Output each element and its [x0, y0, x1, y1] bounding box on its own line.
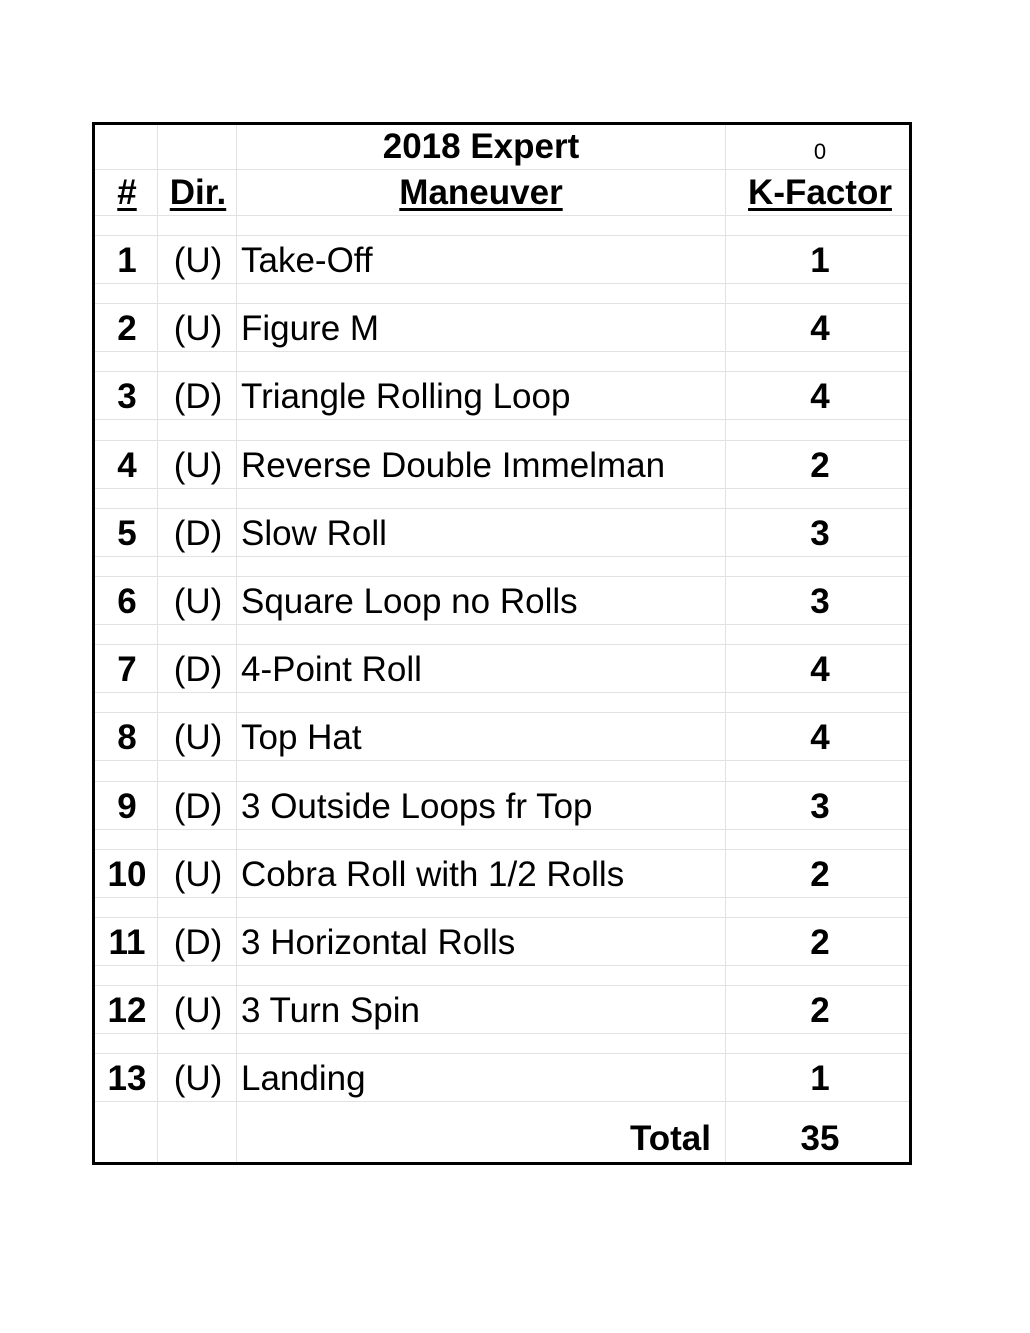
row-direction: (U) — [173, 854, 223, 894]
row-kfactor: 4 — [810, 718, 830, 758]
row-maneuver: 3 Horizontal Rolls — [241, 923, 516, 962]
row-direction: (D) — [173, 377, 223, 417]
row-direction: (U) — [173, 241, 223, 280]
row-number: 3 — [117, 377, 137, 417]
row-number: 7 — [117, 650, 137, 690]
row-maneuver: Slow Roll — [241, 513, 387, 553]
row-number: 2 — [117, 309, 137, 349]
column-header-direction: Dir. — [169, 173, 227, 212]
row-kfactor: 2 — [810, 445, 830, 485]
row-number: 5 — [117, 513, 137, 553]
row-maneuver: Landing — [241, 1059, 366, 1099]
row-maneuver: Square Loop no Rolls — [241, 582, 578, 621]
table-title: 2018 Expert — [382, 127, 580, 166]
table-row — [95, 773, 909, 841]
table-row — [95, 500, 909, 568]
table-row — [95, 841, 909, 909]
total-label: Total — [629, 1119, 711, 1158]
row-maneuver: 3 Outside Loops fr Top — [241, 786, 593, 826]
table-row — [95, 295, 909, 363]
row-direction: (D) — [173, 513, 223, 553]
maneuver-table — [92, 122, 912, 1165]
row-maneuver: Top Hat — [241, 718, 362, 758]
table-row — [95, 568, 909, 636]
table-row — [95, 227, 909, 295]
row-direction: (U) — [173, 582, 223, 621]
row-direction: (D) — [173, 923, 223, 962]
row-maneuver: 4-Point Roll — [241, 650, 422, 690]
row-kfactor: 4 — [810, 309, 830, 349]
row-number: 13 — [107, 1059, 147, 1099]
column-header-maneuver: Maneuver — [399, 173, 563, 212]
row-kfactor: 4 — [810, 377, 830, 417]
row-direction: (U) — [173, 445, 223, 485]
table-row — [95, 909, 909, 977]
row-kfactor: 3 — [810, 786, 830, 826]
table-row — [95, 977, 909, 1045]
row-number: 12 — [107, 991, 147, 1031]
row-direction: (U) — [173, 991, 223, 1031]
row-maneuver: Figure M — [241, 309, 380, 349]
table-row — [95, 636, 909, 704]
row-number: 1 — [117, 241, 137, 280]
table-row — [95, 704, 909, 772]
row-direction: (U) — [173, 309, 223, 349]
total-value: 35 — [800, 1119, 840, 1158]
row-kfactor: 3 — [810, 513, 830, 553]
table-row — [95, 363, 909, 431]
row-direction: (U) — [173, 718, 223, 758]
row-kfactor: 2 — [810, 991, 830, 1031]
row-maneuver: Cobra Roll with 1/2 Rolls — [241, 854, 625, 894]
row-direction: (D) — [173, 650, 223, 690]
row-kfactor: 1 — [810, 241, 830, 280]
table-row — [95, 432, 909, 500]
row-kfactor: 3 — [810, 582, 830, 621]
row-number: 9 — [117, 786, 137, 826]
row-maneuver: Triangle Rolling Loop — [241, 377, 571, 417]
row-number: 4 — [117, 445, 137, 485]
kfactor-value: 0 — [813, 139, 827, 164]
row-maneuver: 3 Turn Spin — [241, 991, 420, 1031]
row-kfactor: 2 — [810, 923, 830, 962]
row-number: 11 — [108, 923, 146, 962]
row-number: 6 — [117, 582, 137, 621]
row-direction: (U) — [173, 1059, 223, 1099]
row-number: 10 — [107, 854, 147, 894]
row-kfactor: 1 — [810, 1059, 830, 1099]
row-number: 8 — [117, 718, 137, 758]
table-row — [95, 1045, 909, 1113]
row-kfactor: 4 — [810, 650, 830, 690]
column-header-kfactor: K-Factor — [748, 173, 892, 212]
column-header-number: # — [117, 173, 137, 212]
row-maneuver: Take-Off — [241, 241, 373, 280]
row-kfactor: 2 — [810, 854, 830, 894]
total-row — [95, 1113, 909, 1165]
row-maneuver: Reverse Double Immelman — [241, 445, 666, 485]
row-direction: (D) — [173, 786, 223, 826]
